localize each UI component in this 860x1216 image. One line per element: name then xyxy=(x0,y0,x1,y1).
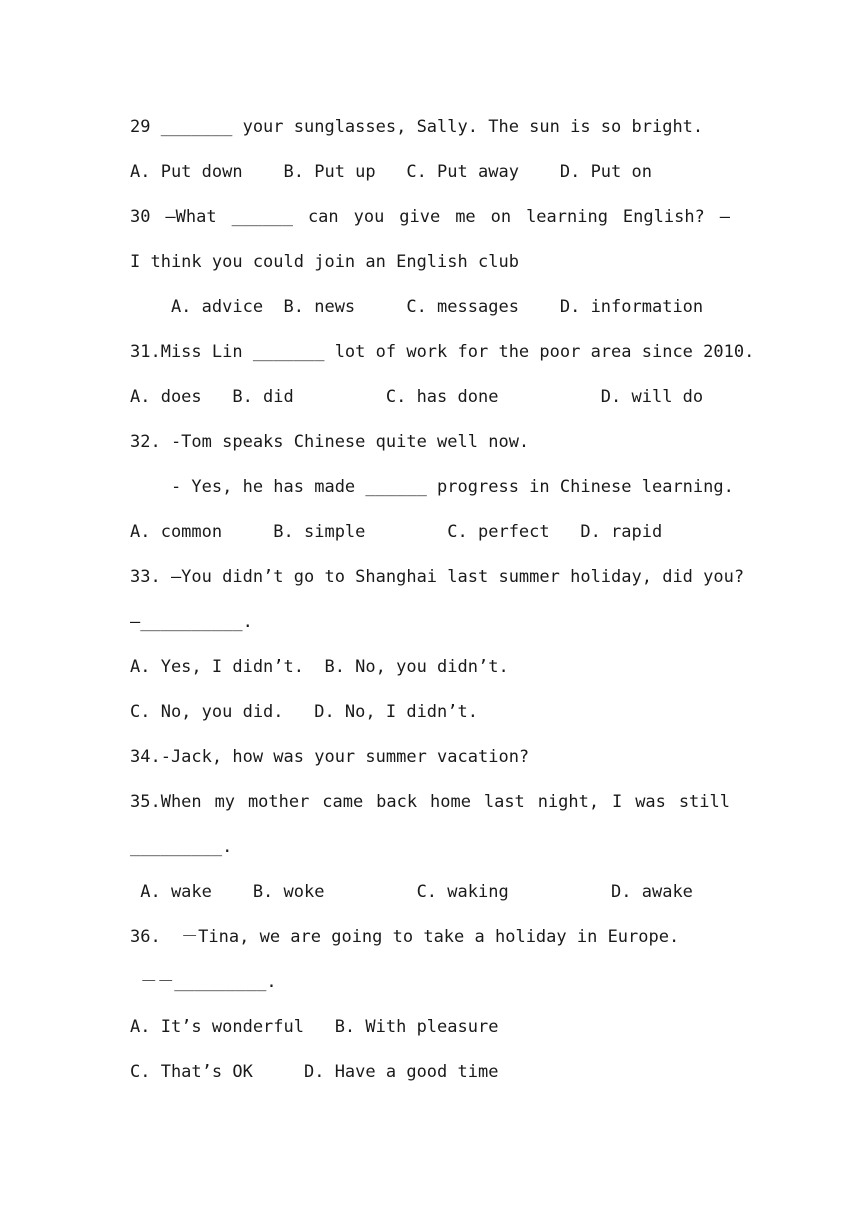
question-30-continued: I think you could join an English club xyxy=(130,252,519,272)
question-33-options-2: C. No, you did. D. No, I didn’t. xyxy=(130,702,478,722)
question-33-blank: —__________. xyxy=(130,612,253,632)
question-29-options: A. Put down B. Put up C. Put away D. Put on xyxy=(130,162,652,182)
question-32-response: - Yes, he has made ______ progress in Chinese learning. xyxy=(130,477,734,497)
question-32: 32. -Tom speaks Chinese quite well now. xyxy=(130,432,530,452)
question-34: 34.-Jack, how was your summer vacation? xyxy=(130,747,530,767)
question-30-options: A. advice B. news C. messages D. information xyxy=(130,297,704,317)
question-33-options-1: A. Yes, I didn’t. B. No, you didn’t. xyxy=(130,657,509,677)
question-31-options: A. does B. did C. has done D. will do xyxy=(130,387,704,407)
question-29: 29 _______ your sunglasses, Sally. The sun is so bright. xyxy=(130,117,704,137)
question-36-options-1: A. It’s wonderful B. With pleasure xyxy=(130,1017,499,1037)
question-35-options: A. wake B. woke C. waking D. awake xyxy=(130,882,693,902)
question-36: 36. －Tina, we are going to take a holiday in Europe. xyxy=(130,927,680,947)
question-35: 35.When my mother came back home last night, I was still xyxy=(130,792,730,812)
question-36-blank: －－_________. xyxy=(130,972,277,992)
question-31: 31.Miss Lin _______ lot of work for the poor area since 2010. xyxy=(130,342,755,362)
question-33: 33. —You didn’t go to Shanghai last summer holiday, did you? xyxy=(130,567,745,587)
question-30: 30 —What ______ can you give me on learning English? — xyxy=(130,207,730,227)
question-32-options: A. common B. simple C. perfect D. rapid xyxy=(130,522,663,542)
question-35-blank: _________. xyxy=(130,837,233,857)
question-36-options-2: C. That’s OK D. Have a good time xyxy=(130,1062,499,1082)
